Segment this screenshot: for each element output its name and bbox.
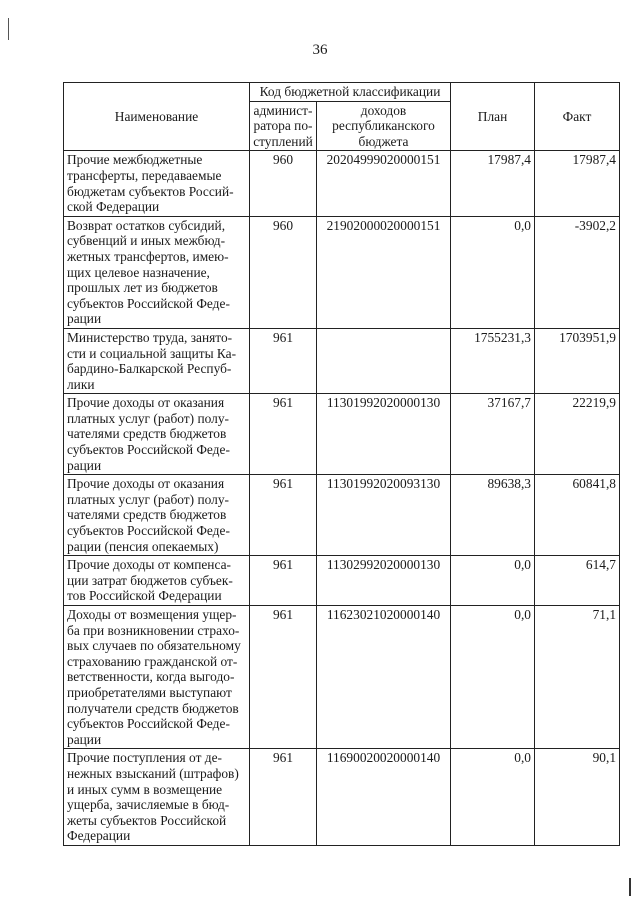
row-income-code: 11690020020000140 [317, 749, 451, 846]
row-name: Прочие доходы от компенса-ции затрат бюджетов субъек-тов Российской Федерации [64, 556, 250, 606]
scan-edge-mark [629, 878, 631, 896]
header-row [64, 83, 620, 102]
row-plan: 37167,7 [451, 394, 535, 475]
row-income-code: 11301992020093130 [317, 475, 451, 556]
row-fact: 1703951,9 [535, 328, 620, 393]
row-admin-code: 960 [250, 151, 317, 216]
table-row [64, 749, 620, 846]
scan-edge-mark [8, 18, 9, 40]
row-admin-code: 961 [250, 328, 317, 393]
row-admin-code: 961 [250, 749, 317, 846]
row-income-code: 11302992020000130 [317, 556, 451, 606]
header-name: Наименование [64, 83, 250, 151]
row-plan: 0,0 [451, 749, 535, 846]
row-income-code: 11623021020000140 [317, 606, 451, 749]
row-name: Министерство труда, занято-сти и социальной защиты Ка-бардино-Балкарской Респуб-лики [64, 328, 250, 393]
row-name: Прочие доходы от оказания платных услуг (работ) полу-чателями средств бюджетов субъектов Российской Феде-рации (пенсия опекаемых) [64, 475, 250, 556]
row-fact: 90,1 [535, 749, 620, 846]
row-admin-code: 961 [250, 475, 317, 556]
row-admin-code: 960 [250, 216, 317, 328]
row-fact: 60841,8 [535, 475, 620, 556]
row-income-code: 11301992020000130 [317, 394, 451, 475]
table-row [64, 606, 620, 749]
table-row [64, 394, 620, 475]
row-income-code: 20204999020000151 [317, 151, 451, 216]
row-fact: 17987,4 [535, 151, 620, 216]
row-income-code [317, 328, 451, 393]
row-fact: 71,1 [535, 606, 620, 749]
page-number: 36 [312, 42, 328, 58]
row-fact: 22219,9 [535, 394, 620, 475]
header-income: доходов республиканского бюджета [317, 101, 451, 151]
table-row [64, 151, 620, 216]
row-plan: 0,0 [451, 216, 535, 328]
table-row [64, 216, 620, 328]
row-name: Прочие доходы от оказания платных услуг (работ) полу-чателями средств бюджетов субъектов Российской Феде-рации [64, 394, 250, 475]
table-row [64, 475, 620, 556]
row-plan: 0,0 [451, 556, 535, 606]
row-fact: 614,7 [535, 556, 620, 606]
row-name: Доходы от возмещения ущер-ба при возникновении страхо-вых случаев по обязательному страхованию гражданской от-ветственности, когда выгодо-приобретателями выступают получатели средств бюджетов субъектов Российской Феде-рации [64, 606, 250, 749]
header-code-group: Код бюджетной классификации [250, 83, 451, 102]
table-row [64, 328, 620, 393]
row-name: Прочие межбюджетные трансферты, передаваемые бюджетам субъектов Россий-ской Федерации [64, 151, 250, 216]
row-admin-code: 961 [250, 556, 317, 606]
row-plan: 17987,4 [451, 151, 535, 216]
header-fact: Факт [535, 83, 620, 151]
row-plan: 0,0 [451, 606, 535, 749]
header-plan: План [451, 83, 535, 151]
row-admin-code: 961 [250, 606, 317, 749]
budget-table [63, 82, 620, 846]
header-admin: админист-ратора по-ступлений [250, 101, 317, 151]
row-admin-code: 961 [250, 394, 317, 475]
row-plan: 89638,3 [451, 475, 535, 556]
row-fact: -3902,2 [535, 216, 620, 328]
row-name: Прочие поступления от де-нежных взысканий (штрафов) и иных сумм в возмещение ущерба, зачисляемые в бюд-жеты субъектов Российской Федерации [64, 749, 250, 846]
row-name: Возврат остатков субсидий, субвенций и иных межбюд-жетных трансфертов, имею-щих целевое назначение, прошлых лет из бюджетов субъектов Российской Феде-рации [64, 216, 250, 328]
row-plan: 1755231,3 [451, 328, 535, 393]
table-row [64, 556, 620, 606]
row-income-code: 21902000020000151 [317, 216, 451, 328]
